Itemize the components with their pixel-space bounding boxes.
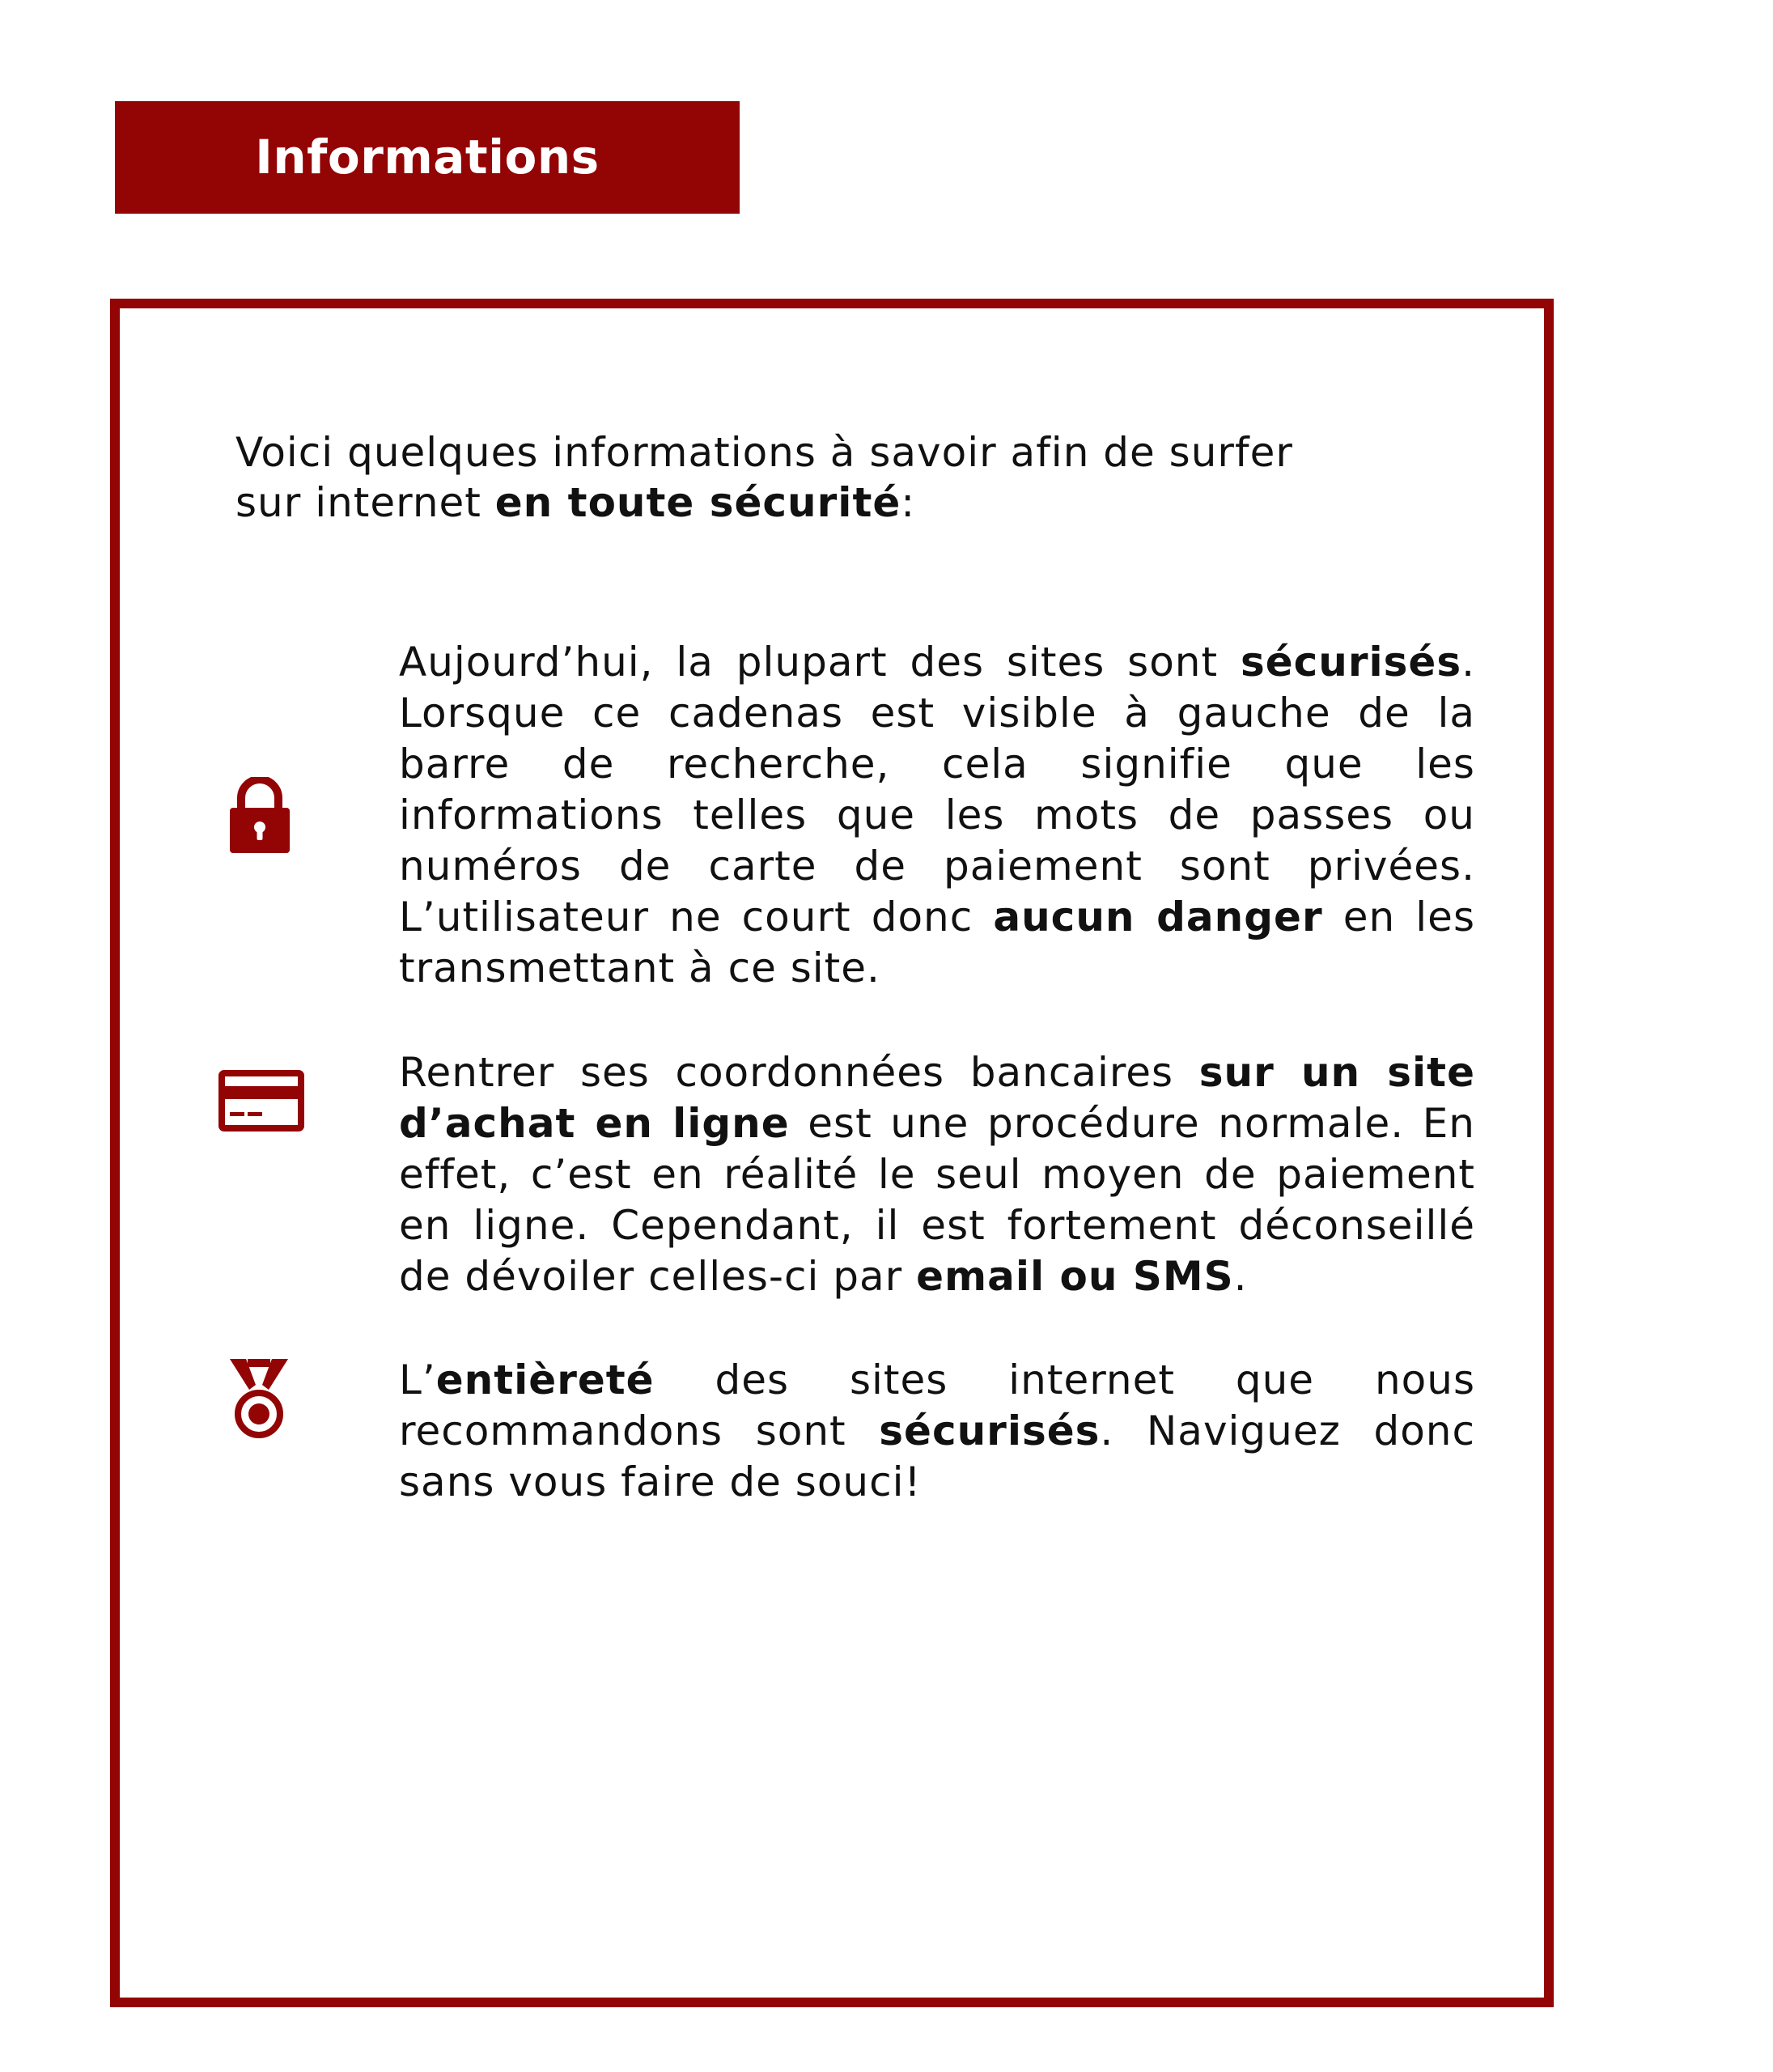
medal-icon — [228, 1357, 290, 1445]
segment: L’ — [399, 1357, 436, 1403]
segment: Aujourd’hui, la plupart des sites sont — [399, 639, 1241, 686]
segment-bold: aucun danger — [993, 894, 1323, 940]
intro-text-b: : — [901, 479, 916, 526]
segment: est une procédure normale. En effet, c’est en réalité le seul moyen de paiement en ligne. Cependant, il est fortement déconseillé de dévoiler celles-ci par — [399, 1100, 1475, 1300]
segment-bold: email ou SMS — [916, 1253, 1234, 1300]
intro-text-a: Voici quelques informations à savoir afin de surfer sur internet — [235, 429, 1293, 526]
info-paragraph-bank-details — [399, 1047, 1475, 1302]
intro-text — [235, 427, 1368, 528]
info-paragraph-secure-sites — [399, 637, 1475, 994]
segment: . — [1233, 1253, 1248, 1300]
segment-bold: entièreté — [435, 1357, 655, 1403]
credit-card-icon — [218, 1070, 304, 1132]
page-title: Informations générales — [115, 101, 740, 214]
segment: en les transmettant à ce site. — [399, 894, 1475, 991]
lock-icon — [228, 777, 291, 855]
segment: des sites internet que nous recommandons sont — [399, 1357, 1475, 1454]
segment: . Naviguez donc sans vous faire de souci! — [399, 1408, 1475, 1505]
info-paragraph-recommended-sites — [399, 1355, 1475, 1508]
intro-bold: en toute sécurité — [494, 479, 901, 526]
segment-bold: sécurisés — [1240, 639, 1462, 686]
segment-bold: sécurisés — [879, 1408, 1101, 1454]
segment: . Lorsque ce cadenas est visible à gauche de la barre de recherche, cela signifie que les informations telles que les mots de passes ou numéros de carte de paiement sont privées. L’utilisateur ne court donc — [399, 639, 1475, 940]
segment: Rentrer ses coordonnées bancaires — [399, 1049, 1199, 1096]
segment-bold: sur un site d’achat en ligne — [399, 1049, 1475, 1147]
